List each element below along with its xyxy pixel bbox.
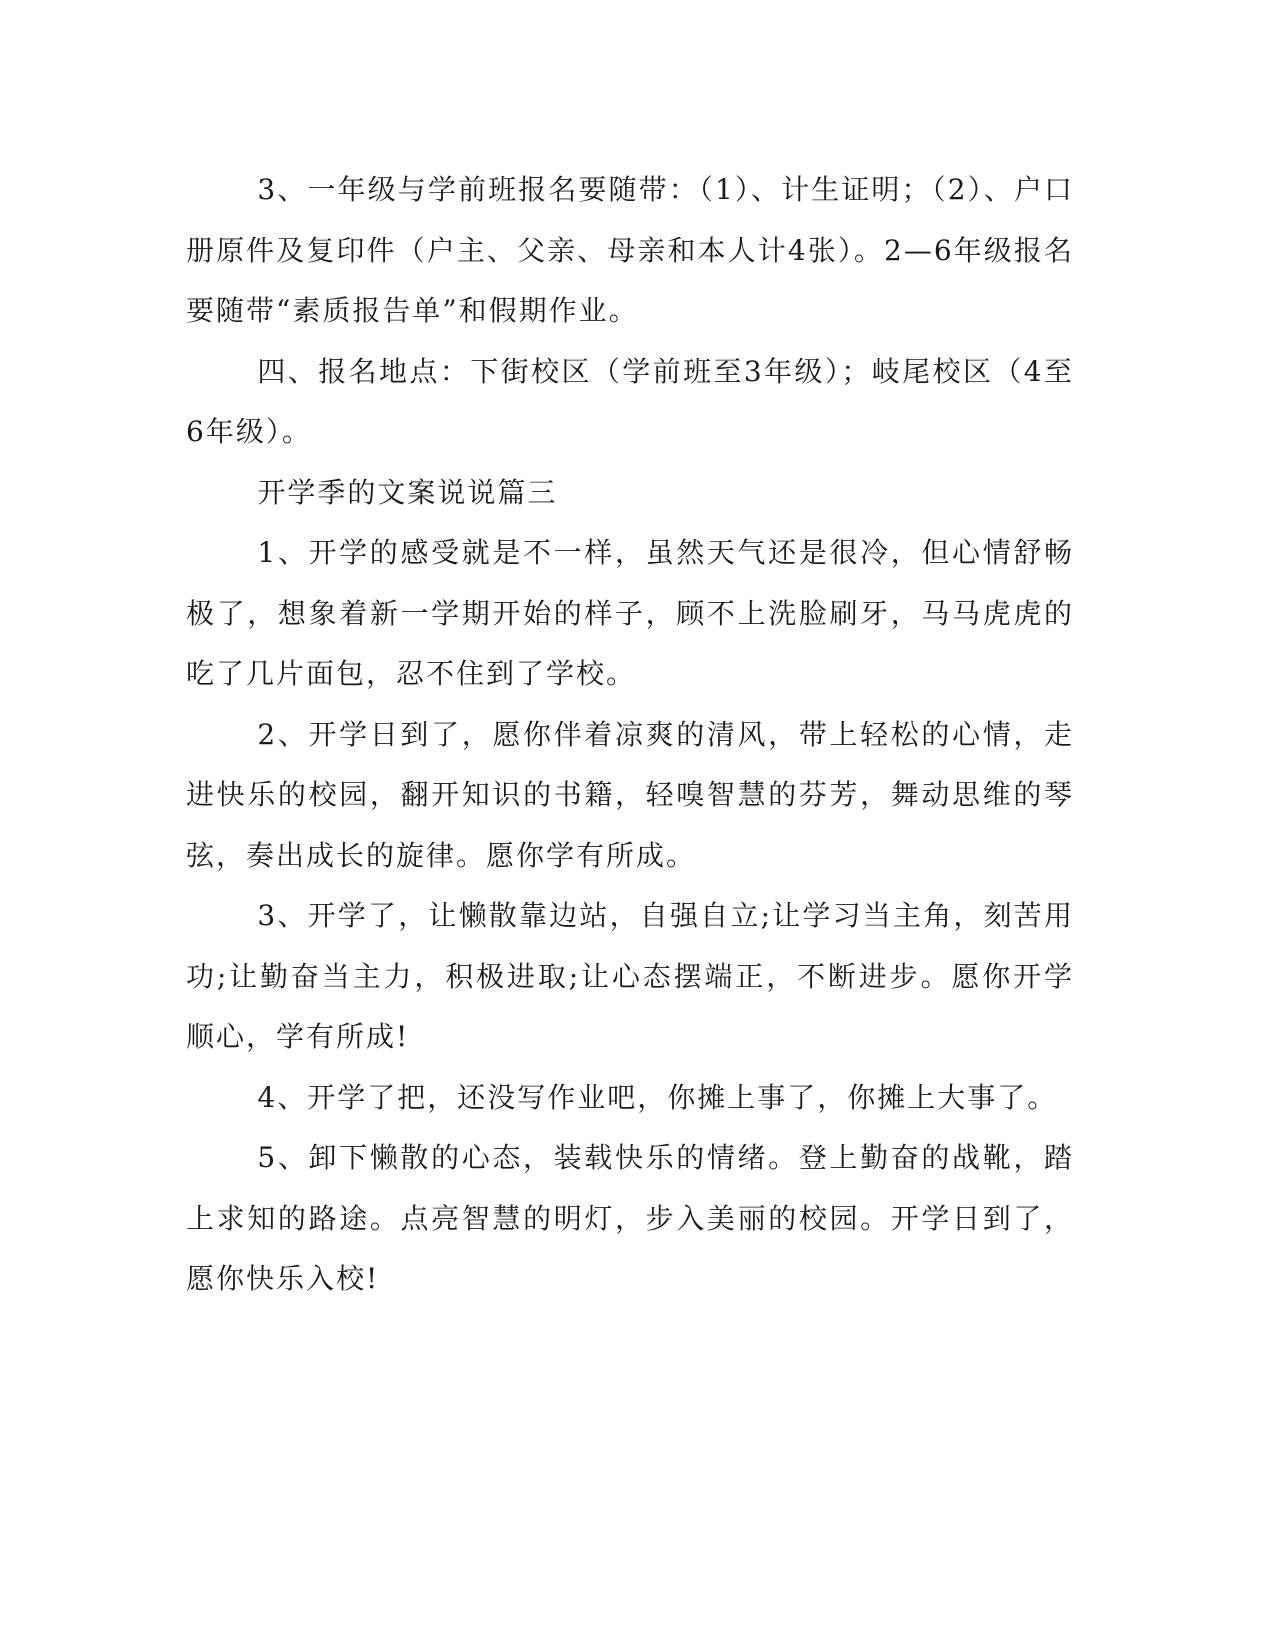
paragraph-item-1: 1、开学的感受就是不一样，虽然天气还是很冷，但心情舒畅极了，想象着新一学期开始的样子，顾不上洗脸刷牙，马马虎虎的吃了几片面包，忍不住到了学校。 xyxy=(186,536,1074,690)
paragraph-item-3: 3、开学了，让懒散靠边站，自强自立;让学习当主角，刻苦用功;让勤奋当主力，积极进取;让心态摆端正，不断进步。愿你开学顺心，学有所成! xyxy=(186,899,1074,1053)
paragraph-item-2: 2、开学日到了，愿你伴着凉爽的清风，带上轻松的心情，走进快乐的校园，翻开知识的书籍，轻嗅智慧的芬芳，舞动思维的琴弦，奏出成长的旋律。愿你学有所成。 xyxy=(186,717,1074,872)
section-heading: 开学季的文案说说篇三 xyxy=(257,475,558,509)
paragraph-registration-items: 3、一年级与学前班报名要随带：（1）、计生证明；（2）、户口册原件及复印件（户主、父亲、母亲和本人计4张）。2—6年级报名要随带“素质报告单”和假期作业。 xyxy=(186,173,1074,327)
document-body xyxy=(186,160,1074,1310)
paragraph-item-4: 4、开学了把，还没写作业吧，你摊上事了，你摊上大事了。 xyxy=(257,1080,1058,1114)
paragraph-item-5: 5、卸下懒散的心态，装载快乐的情绪。登上勤奋的战靴，踏上求知的路途。点亮智慧的明灯，步入美丽的校园。开学日到了，愿你快乐入校! xyxy=(186,1141,1074,1295)
paragraph-registration-location: 四、报名地点：下街校区（学前班至3年级）；岐尾校区（4至6年级）。 xyxy=(186,354,1074,448)
